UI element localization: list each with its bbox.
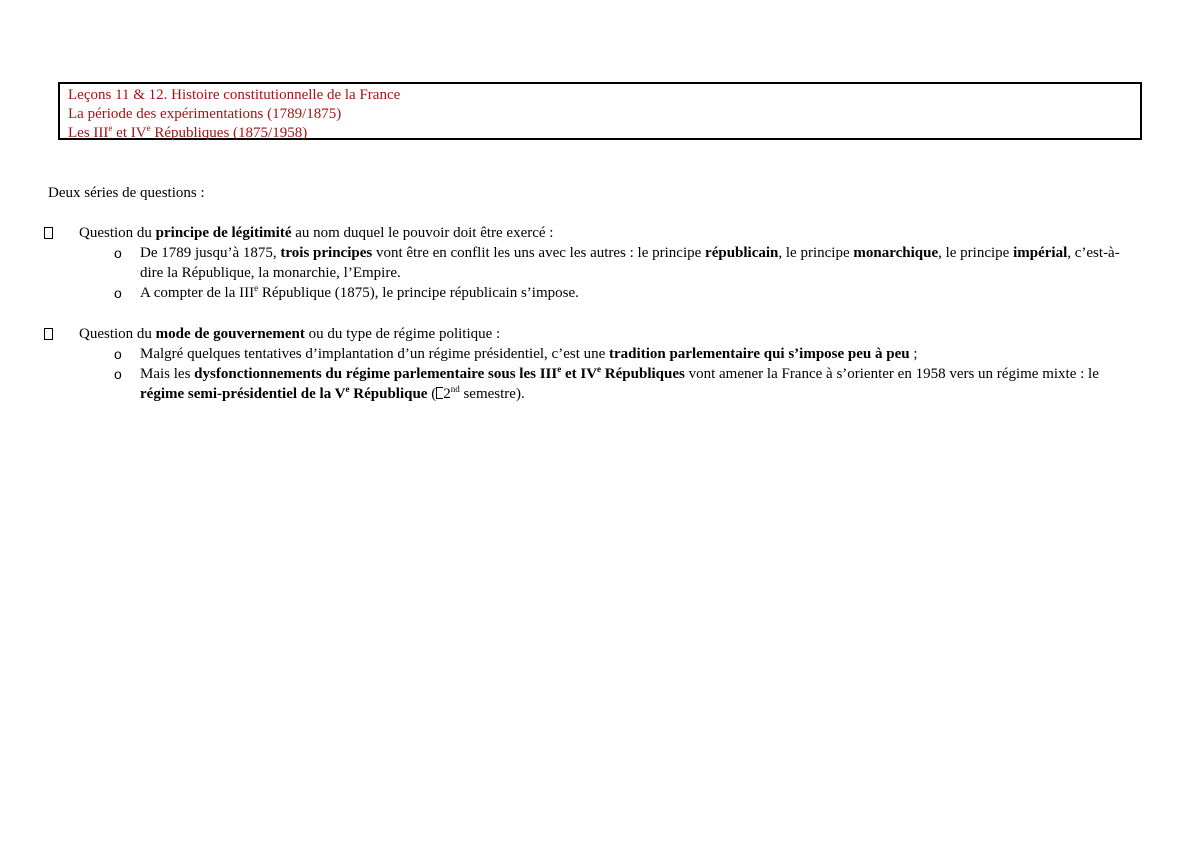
- lesson-title-line-3: Les IIIe et IVe Républiques (1875/1958): [68, 123, 308, 141]
- bullet-box-icon: [44, 227, 53, 239]
- circle-bullet-icon: o: [114, 346, 122, 362]
- list-item: o De 1789 jusqu’à 1875, trois principes vont être en conflit les uns avec les autres : le principe républicain, le principe monarchique, le principe impérial, c’est-à-dire la République, la monarchie, l’Empire.: [114, 245, 1120, 281]
- list-item: o Mais les dysfonctionnements du régime parlementaire sous les IIIe et IVe Républiques vont amener la France à s’orienter en 1958 vers un régime mixte : le régime semi-présidentiel de la Ve République ( 2nd semestre).: [114, 364, 1099, 402]
- bullet-box-icon: [44, 328, 53, 340]
- lesson-title-line-2: La période des expérimentations (1789/1875): [68, 106, 342, 122]
- list-item: o A compter de la IIIe République (1875), le principe républicain s’impose.: [114, 283, 579, 301]
- question-heading: Question du mode de gouvernement ou du type de régime politique :: [79, 326, 501, 342]
- sub-list: [0, 243, 1200, 303]
- lesson-title-box: [58, 82, 1142, 140]
- circle-bullet-icon: o: [114, 366, 122, 382]
- lesson-title-line-1: Leçons 11 & 12. Histoire constitutionnelle de la France: [68, 87, 401, 103]
- circle-bullet-icon: o: [114, 245, 122, 261]
- intro-text: Deux séries de questions :: [48, 185, 205, 201]
- circle-bullet-icon: o: [114, 285, 122, 301]
- list-item: o Malgré quelques tentatives d’implantation d’un régime présidentiel, c’est une tradition parlementaire qui s’impose peu à peu ;: [114, 346, 918, 362]
- sub-list: [0, 344, 1200, 404]
- question-heading: Question du principe de légitimité au nom duquel le pouvoir doit être exercé :: [79, 225, 554, 241]
